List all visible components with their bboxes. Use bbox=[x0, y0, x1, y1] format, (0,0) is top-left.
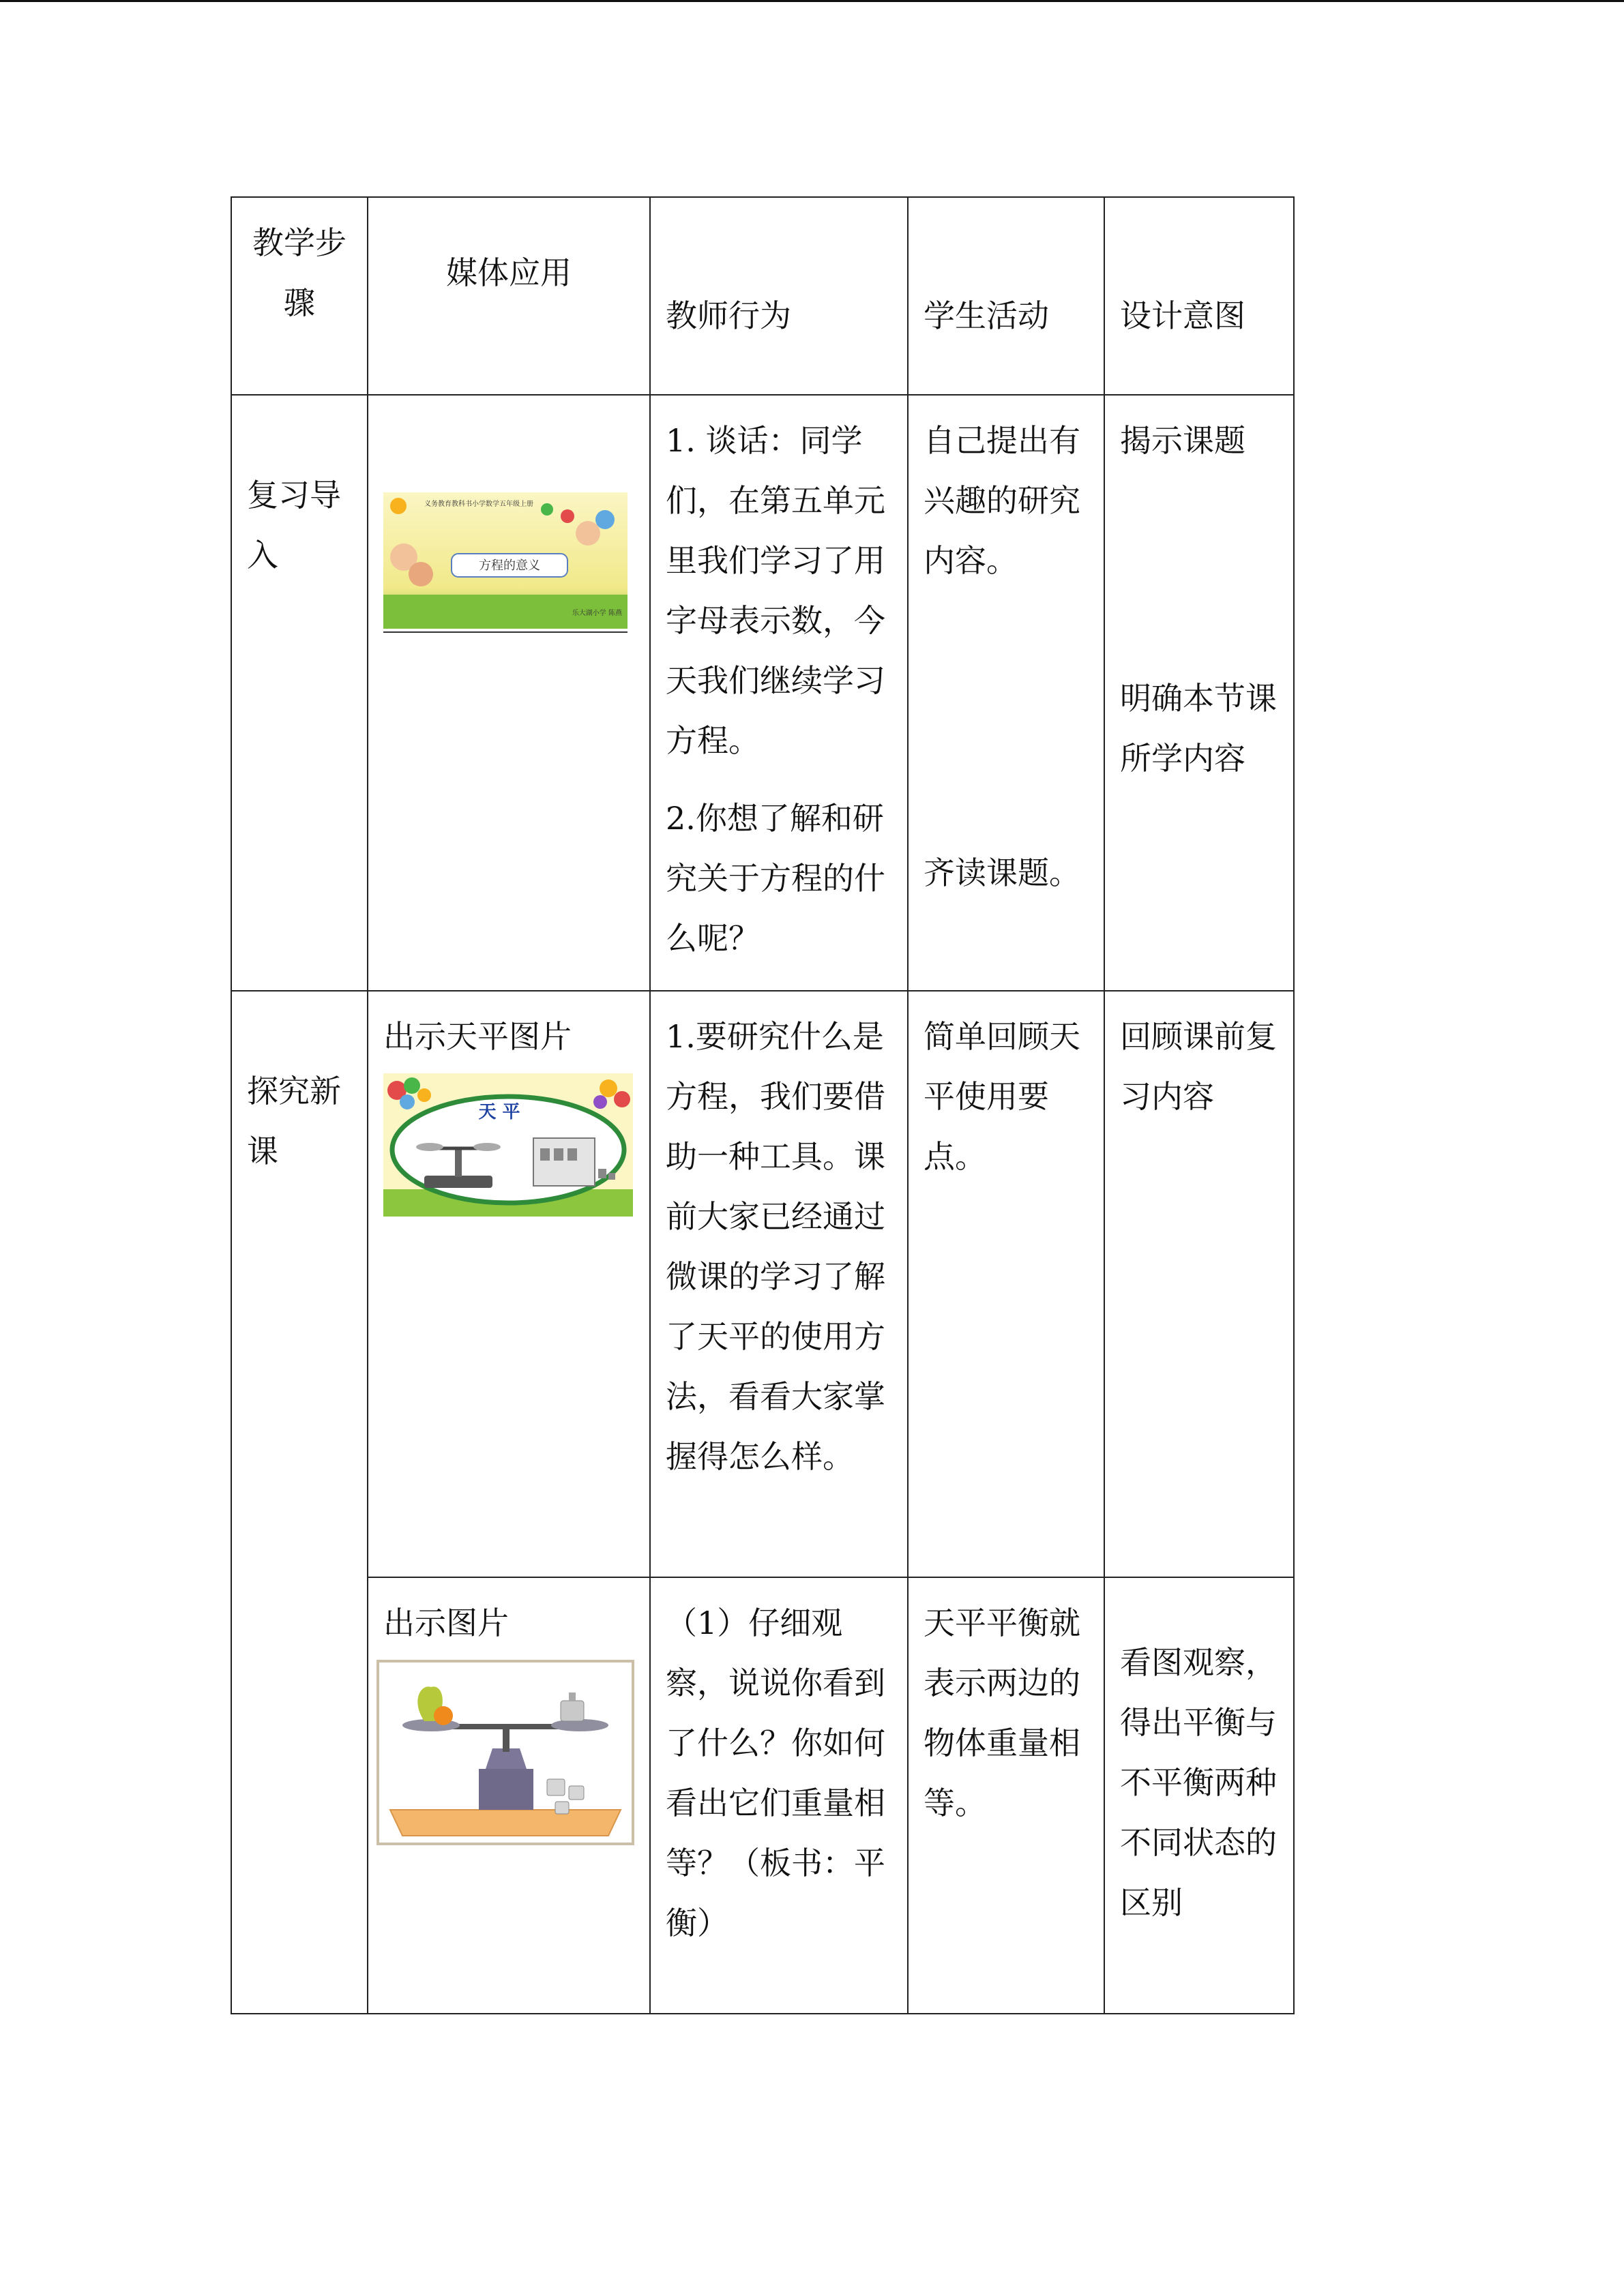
intent-text: 揭示课题 bbox=[1120, 422, 1245, 459]
slide-footer: 乐大湖小学 陈燕 bbox=[572, 610, 622, 617]
header-teaching-step: 教学步骤 bbox=[231, 197, 368, 395]
student-cell bbox=[908, 395, 1104, 991]
media-cell bbox=[368, 395, 650, 991]
teacher-text: 1. 谈话：同学们，在第五单元里我们学习了用字母表示数，今天我们继续学习方程。 bbox=[666, 422, 885, 759]
teacher-text: （1）仔细观察，说说你看到了什么？你如何看出它们重量相等？（板书：平衡） bbox=[666, 1605, 885, 1941]
intent-cell bbox=[1104, 1577, 1294, 2014]
media-caption: 出示图片 bbox=[383, 1605, 509, 1641]
intent-text: 回顾课前复习内容 bbox=[1120, 1018, 1277, 1115]
student-cell bbox=[908, 991, 1104, 1577]
intent-cell bbox=[1104, 991, 1294, 1577]
table-header-row bbox=[231, 197, 1294, 395]
teacher-cell bbox=[650, 1577, 908, 2014]
student-text: 自己提出有兴趣的研究内容。 bbox=[924, 422, 1080, 579]
slide-top-text: 义务教育教科书小学数学五年级上册 bbox=[424, 501, 533, 508]
media-caption: 出示天平图片 bbox=[383, 1018, 572, 1055]
orange-icon bbox=[434, 1706, 453, 1725]
table-row bbox=[231, 1577, 1294, 2014]
header-design-intent: 设计意图 bbox=[1104, 197, 1294, 395]
step-label: 探究新课 bbox=[247, 1073, 341, 1169]
intent-text: 明确本节课所学内容 bbox=[1120, 680, 1277, 777]
student-text: 简单回顾天平使用要点。 bbox=[924, 1018, 1080, 1175]
intent-cell bbox=[1104, 395, 1294, 991]
intent-text: 看图观察，得出平衡与不平衡两种不同状态的区别 bbox=[1120, 1644, 1277, 1921]
teacher-text: 1.要研究什么是方程，我们要借助一种工具。课前大家已经通过微课的学习了解了天平的使用方法，看看大家掌握得怎么样。 bbox=[666, 1018, 885, 1475]
teacher-cell bbox=[650, 395, 908, 991]
step-cell bbox=[231, 395, 368, 991]
header-media: 媒体应用 bbox=[368, 197, 650, 395]
slide-title: 方程的意义 bbox=[479, 558, 540, 573]
balance-scale-slide bbox=[383, 1073, 633, 1217]
student-text: 齐读课题。 bbox=[924, 854, 1080, 891]
media-cell bbox=[368, 991, 650, 1577]
lesson-title-slide bbox=[383, 492, 628, 636]
lesson-plan-table bbox=[231, 196, 1295, 2014]
header-student-activity: 学生活动 bbox=[908, 197, 1104, 395]
table-row bbox=[231, 395, 1294, 991]
page-top-border bbox=[0, 0, 1624, 2]
header-teacher-behavior: 教师行为 bbox=[650, 197, 908, 395]
slide-title: 天 平 bbox=[478, 1102, 520, 1122]
balanced-scale-picture bbox=[377, 1660, 634, 1845]
student-cell bbox=[908, 1577, 1104, 2014]
table-row bbox=[231, 991, 1294, 1577]
teacher-cell bbox=[650, 991, 908, 1577]
media-cell bbox=[368, 1577, 650, 2014]
teacher-text: 2.你想了解和研究关于方程的什么呢？ bbox=[666, 800, 885, 957]
step-label: 复习导入 bbox=[247, 477, 341, 573]
step-cell bbox=[231, 991, 368, 2014]
sun-icon bbox=[390, 498, 407, 514]
student-text: 天平平衡就表示两边的物体重量相等。 bbox=[924, 1605, 1080, 1821]
